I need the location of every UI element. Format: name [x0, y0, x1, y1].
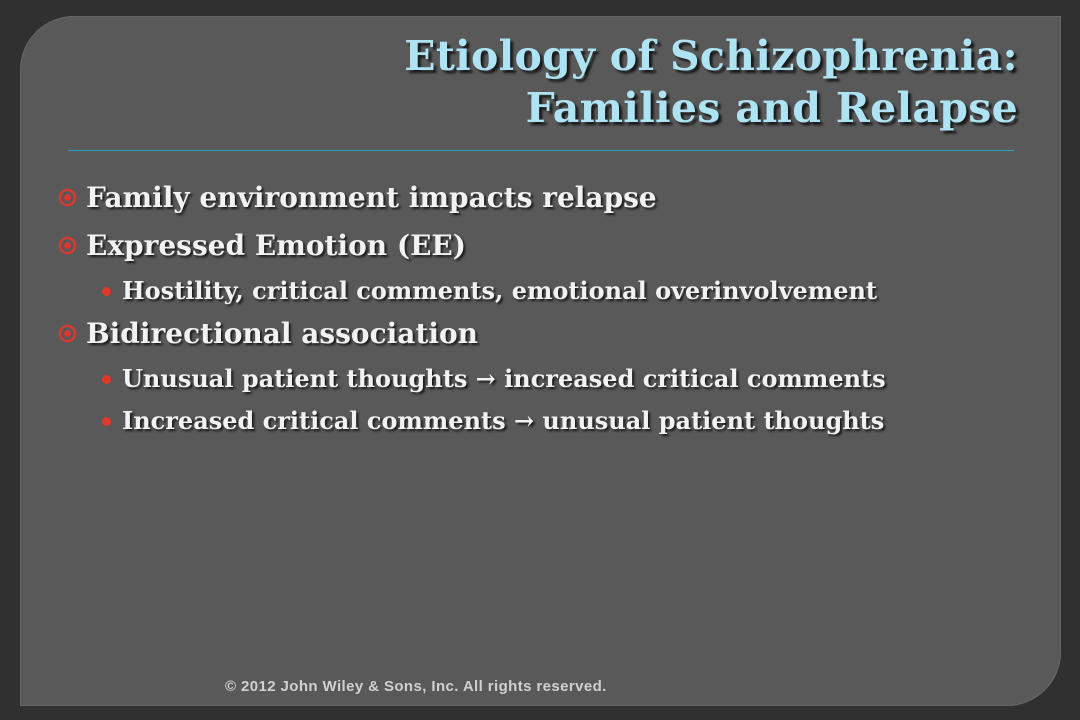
- slide-body: [58, 178, 1038, 438]
- sub-bullet-text: Unusual patient thoughts → increased critical comments: [122, 364, 886, 393]
- bullet-text: Family environment impacts relapse: [86, 181, 657, 214]
- slide-title: [404, 30, 1018, 134]
- title-line-2: Families and Relapse: [525, 84, 1018, 132]
- sub-bullet-ee-components: [58, 274, 1038, 308]
- circled-dot-icon: [58, 324, 77, 343]
- bullet-family-environment: [58, 178, 1038, 218]
- sub-bullet-text: Increased critical comments → unusual patient thoughts: [122, 406, 885, 435]
- circled-dot-icon: [58, 236, 77, 255]
- bullet-text: Bidirectional association: [86, 317, 479, 350]
- dot-icon: [102, 375, 111, 384]
- title-divider: [68, 150, 1014, 151]
- bullet-text: Expressed Emotion (EE): [86, 229, 467, 262]
- title-line-1: Etiology of Schizophrenia:: [404, 32, 1018, 80]
- bullet-bidirectional-association: [58, 314, 1038, 354]
- circled-dot-icon: [58, 188, 77, 207]
- sub-bullet-comments-to-thoughts: [58, 404, 1038, 438]
- copyright-footer: © 2012 John Wiley & Sons, Inc. All rights reserved.: [225, 678, 607, 695]
- sub-bullet-text: Hostility, critical comments, emotional overinvolvement: [122, 276, 878, 305]
- dot-icon: [102, 417, 111, 426]
- sub-bullet-thoughts-to-comments: [58, 362, 1038, 396]
- bullet-expressed-emotion: [58, 226, 1038, 266]
- dot-icon: [102, 287, 111, 296]
